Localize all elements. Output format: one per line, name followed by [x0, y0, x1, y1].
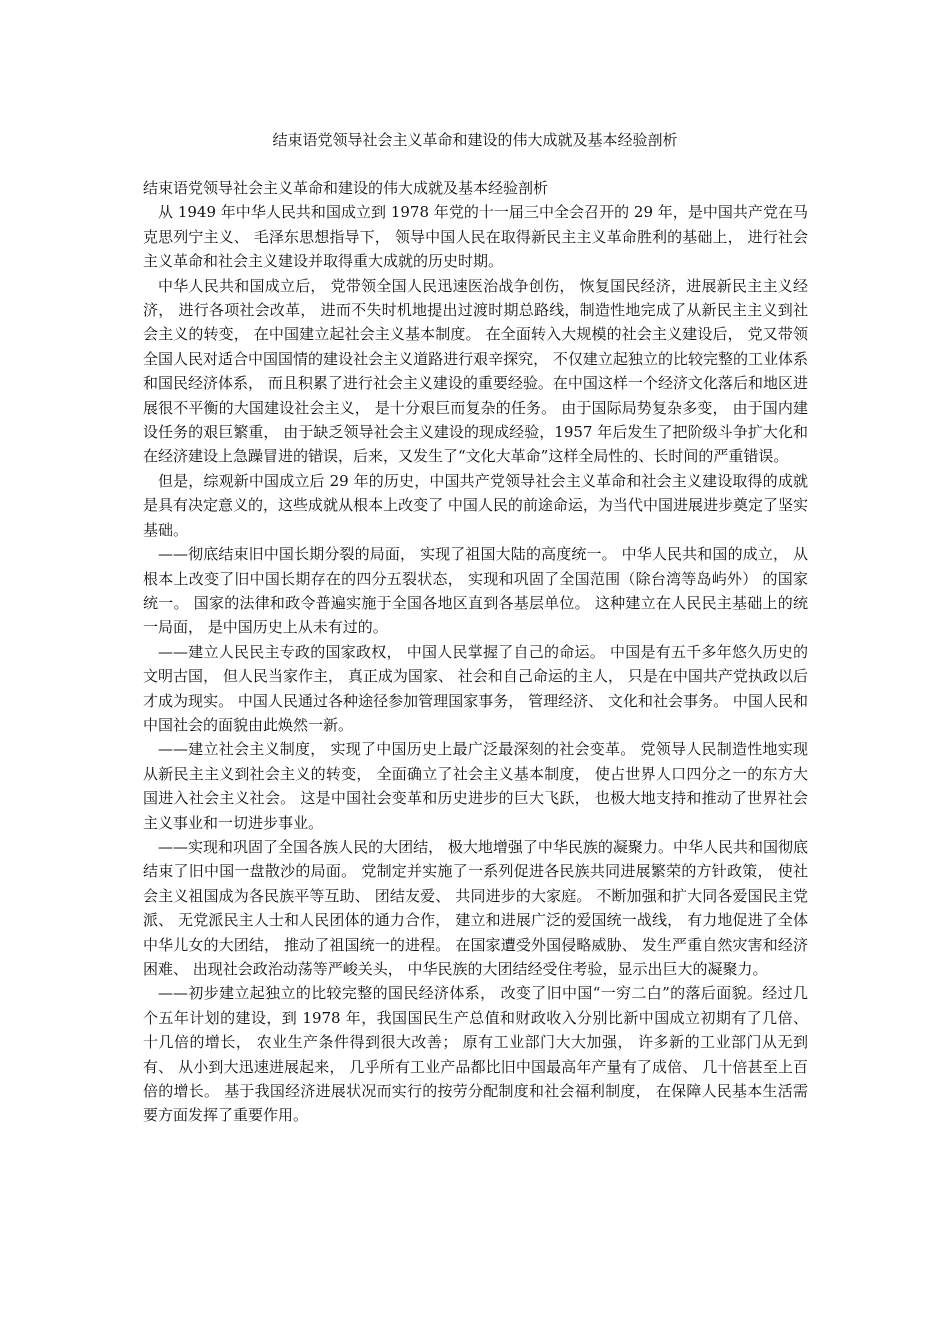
- paragraph: ——建立社会主义制度， 实现了中国历史上最广泛最深刻的社会变革。 党领导人民制造性地实现从新民主主义到社会主义的转变， 全面确立了社会主义基本制度， 使占世界人口四分之一的东方大国进入社会主义社会。 这是中国社会变革和历史进步的巨大飞跃， 也极大地支持和推动了世界社会主义事业和一切进步事业。: [143, 740, 808, 832]
- paragraph: ——彻底结束旧中国长期分裂的局面， 实现了祖国大陆的高度统一。 中华人民共和国的成立， 从根本上改变了旧中国长期存在的四分五裂状态， 实现和巩固了全国范围（除台湾等岛屿外） 的国家统一。 国家的法律和政令普遍实施于全国各地区直到各基层单位。 这种建立在人民民主基础上的统一局面， 是中国历史上从未有过的。: [143, 545, 808, 637]
- paragraph: ——建立人民民主专政的国家政权， 中国人民掌握了自己的命运。 中国是有五千多年悠久历史的文明古国， 但人民当家作主， 真正成为国家、 社会和自己命运的主人， 只是在中国共产党执政以后才成为现实。 中国人民通过各种途径参加管理国家事务， 管理经济、 文化和社会事务。 中国人民和中国社会的面貌由此焕然一新。: [143, 642, 808, 734]
- document-title: 结束语党领导社会主义革命和建设的伟大成就及基本经验剖析: [272, 131, 678, 149]
- paragraph: 中华人民共和国成立后， 党带领全国人民迅速医治战争创伤， 恢复国民经济，进展新民主主义经济， 进行各项社会改革， 进而不失时机地提出过渡时期总路线，制造性地完成了从新民主主义到社会主义的转变， 在中国建立起社会主义基本制度。 在全面转入大规模的社会主义建设后， 党又带领全国人民对适合中国国情的建设社会主义道路进行艰辛探究， 不仅建立起独立的比较完整的工业体系和国民经济体系， 而且积累了进行社会主义建设的重要经验。在中国这样一个经济文化落后和地区进展很不平衡的大国建设社会主义， 是十分艰巨而复杂的任务。 由于国际局势复杂多变， 由于国内建设任务的艰巨繁重， 由于缺乏领导社会主义建设的现成经验，1957 年后发生了把阶级斗争扩大化和在经济建设上急躁冒进的错误，后来，又发生了“文化大革命”这样全局性的、长时间的严重错误。: [143, 276, 808, 466]
- paragraph: 但是，综观新中国成立后 29 年的历史，中国共产党领导社会主义革命和社会主义建设取得的成就是具有决定意义的，这些成就从根本上改变了 中国人民的前途命运，为当代中国进展进步奠定了坚实基础。: [143, 471, 808, 539]
- document-body: [143, 176, 808, 1128]
- paragraph: ——实现和巩固了全国各族人民的大团结， 极大地增强了中华民族的凝聚力。中华人民共和国彻底结束了旧中国一盘散沙的局面。 党制定并实施了一系列促进各民族共同进展繁荣的方针政策， 使社会主义祖国成为各民族平等互助、 团结友爱、 共同进步的大家庭。 不断加强和扩大同各爱国民主党派、 无党派民主人士和人民团体的通力合作， 建立和进展广泛的爱国统一战线， 有力地促进了全体中华儿女的大团结， 推动了祖国统一的进程。 在国家遭受外国侵略威胁、 发生严重自然灾害和经济困难、 出现社会政治动荡等严峻关头， 中华民族的大团结经受住考验，显示出巨大的凝聚力。: [143, 837, 808, 978]
- paragraph: ——初步建立起独立的比较完整的国民经济体系， 改变了旧中国“一穷二白”的落后面貌。经过几个五年计划的建设，到 1978 年，我国国民生产总值和财政收入分别比新中国成立初期有了几倍、 十几倍的增长， 农业生产条件得到很大改善； 原有工业部门大大加强， 许多新的工业部门从无到有、 从小到大迅速进展起来， 几乎所有工业产品都比旧中国最高年产量有了成倍、 几十倍甚至上百倍的增长。 基于我国经济进展状况而实行的按劳分配制度和社会福利制度， 在保障人民基本生活需要方面发挥了重要作用。: [143, 984, 808, 1125]
- document-subtitle: 结束语党领导社会主义革命和建设的伟大成就及基本经验剖析: [143, 179, 549, 197]
- paragraph: 从 1949 年中华人民共和国成立到 1978 年党的十一届三中全会召开的 29 年，是中国共产党在马克思列宁主义、 毛泽东思想指导下， 领导中国人民在取得新民主主义革命胜利的基础上， 进行社会主义革命和社会主义建设并取得重大成就的历史时期。: [143, 203, 808, 271]
